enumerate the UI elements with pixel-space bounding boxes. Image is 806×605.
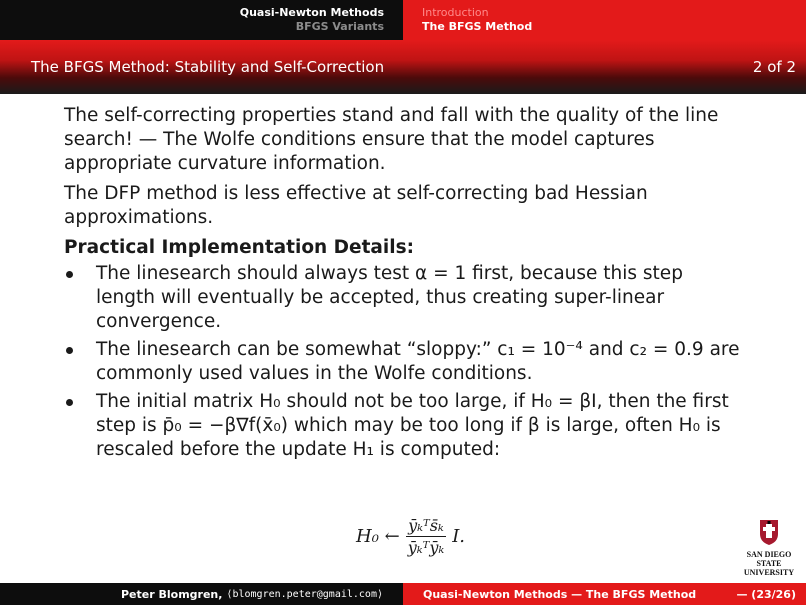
nav-subsection-introduction[interactable]: Introduction <box>422 6 489 19</box>
list-item <box>64 338 744 386</box>
equation-fraction <box>406 516 446 557</box>
frame-title-bar <box>0 40 806 94</box>
logo-wordmark-line1: SAN DIEGO STATE <box>746 550 792 568</box>
bullet-text-initial-matrix: The initial matrix H₀ should not be too large, if H₀ = βI, then the first step is p̄₀ = −β∇f(x̄₀) which may be too long if β is large, often H₀ is rescaled before the update H₁ is computed: <box>96 391 729 460</box>
footer-topic: Quasi-Newton Methods — The BFGS Method <box>423 587 697 601</box>
nav-section-left <box>0 0 403 40</box>
nav-subsection-bfgs-variants[interactable]: BFGS Variants <box>295 20 384 33</box>
nav-section-right <box>403 0 806 40</box>
list-item <box>64 390 744 462</box>
list-item <box>64 262 744 334</box>
bullet-text-linesearch: The linesearch should always test α = 1 first, because this step length will eventually be accepted, thus creating super-linear convergence. <box>96 263 683 332</box>
bullet-icon <box>66 271 73 278</box>
bullet-icon <box>66 399 73 406</box>
nav-subsection-bfgs-method[interactable]: The BFGS Method <box>422 20 533 33</box>
bullet-text-sloppy: The linesearch can be somewhat “sloppy:” c₁ = 10⁻⁴ and c₂ = 0.9 are commonly used values in the Wolfe conditions. <box>96 339 740 384</box>
navigation-bar <box>0 0 806 40</box>
paragraph-dfp: The DFP method is less effective at self-correcting bad Hessian approximations. <box>64 183 648 228</box>
equation-rhs: I. <box>452 525 466 547</box>
equation-denominator: ȳₖᵀȳₖ <box>407 537 445 557</box>
university-logo <box>736 518 802 584</box>
section-heading: Practical Implementation Details: <box>64 237 414 258</box>
paragraph-self-correcting: The self-correcting properties stand and fall with the quality of the line search! — The Wolfe conditions ensure that the model captures appropriate curvature information. <box>64 105 719 174</box>
bullet-list <box>64 262 744 462</box>
shield-icon <box>758 518 780 546</box>
display-equation <box>356 506 465 566</box>
footer-author: Peter Blomgren, <box>121 587 223 601</box>
logo-wordmark-line2: UNIVERSITY <box>743 568 795 577</box>
frame-title: The BFGS Method: Stability and Self-Correction <box>31 58 385 76</box>
nav-section-quasi-newton[interactable]: Quasi-Newton Methods <box>239 6 384 19</box>
frame-counter: 2 of 2 <box>752 58 796 76</box>
footer-page-number: — (23/26) <box>736 587 796 601</box>
slide-content <box>64 104 744 466</box>
footer-bar <box>0 583 806 605</box>
bullet-icon <box>66 347 73 354</box>
footer-author-section <box>0 583 403 605</box>
equation-lhs: H₀ ← <box>356 525 400 547</box>
footer-topic-section <box>403 583 806 605</box>
footer-email: ⟨blomgren.peter@gmail.com⟩ <box>226 588 383 600</box>
equation-numerator: ȳₖᵀs̄ₖ <box>408 515 444 535</box>
